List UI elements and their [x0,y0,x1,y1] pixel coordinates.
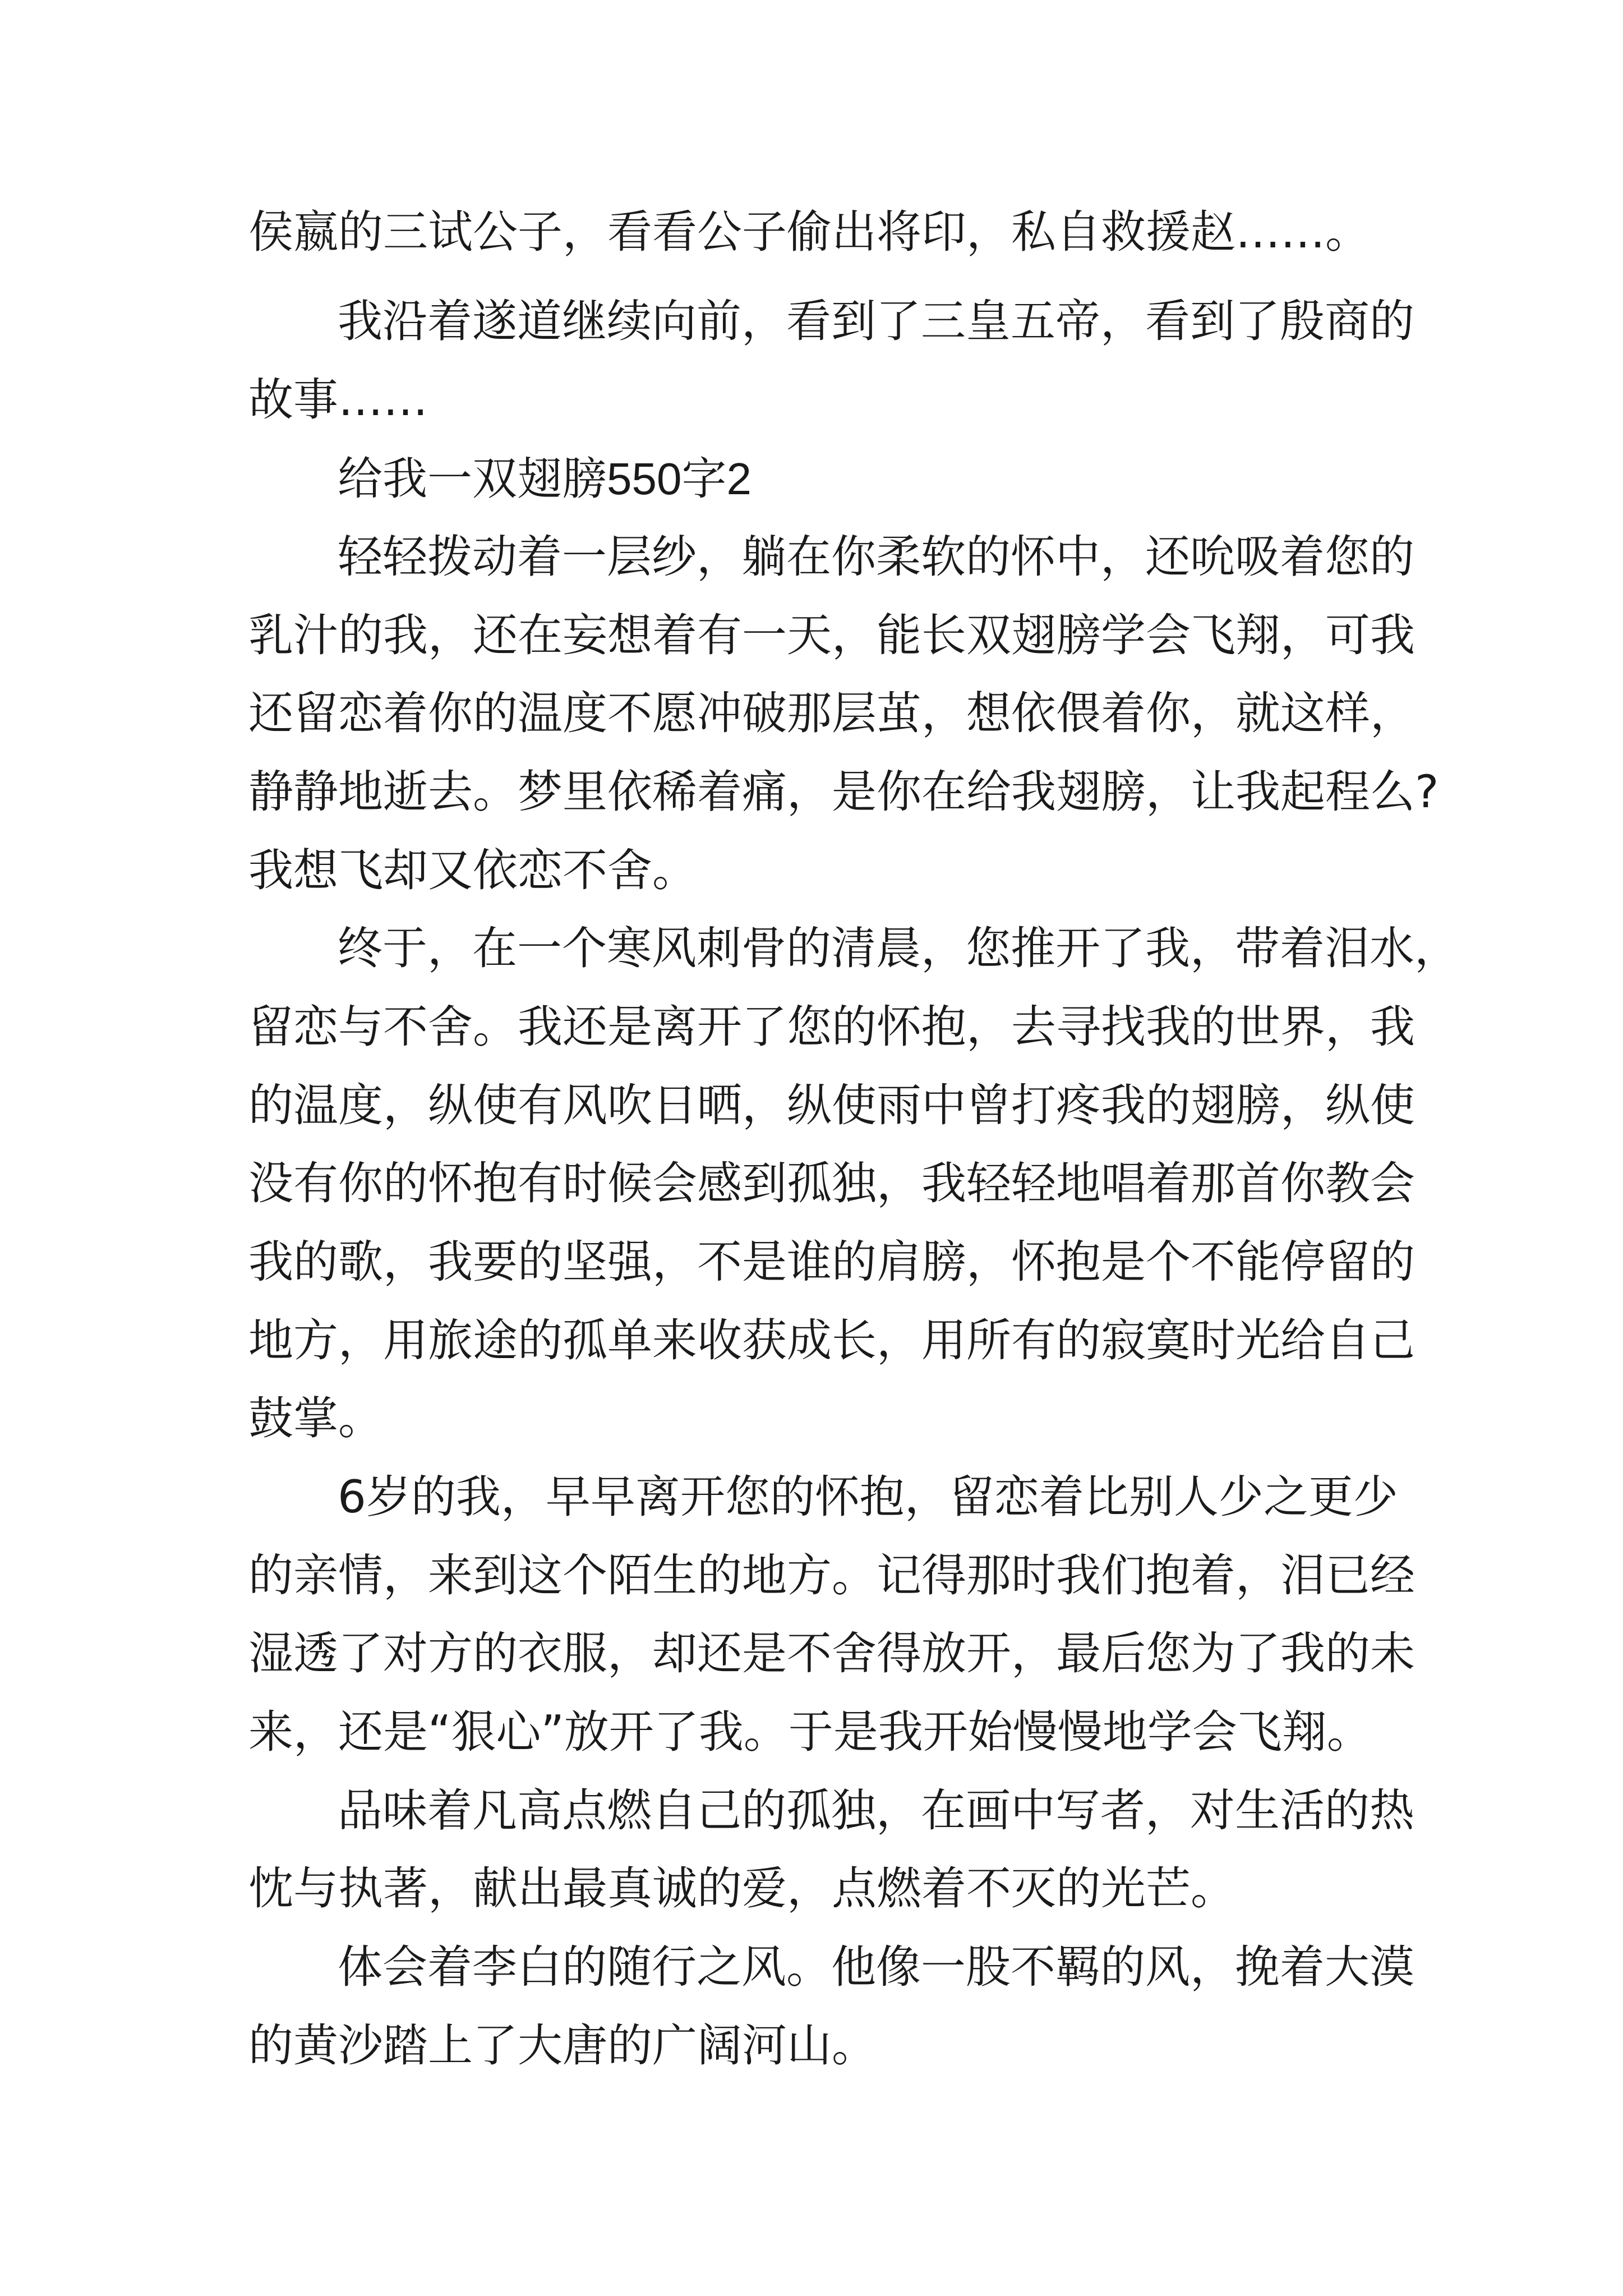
text-line: 留恋与不舍。我还是离开了您的怀抱，去寻找我的世界，我 [248,1001,1415,1053]
text-line: 没有你的怀抱有时候会感到孤独，我轻轻地唱着那首你教会 [248,1157,1415,1209]
text-line: 的温度，纵使有风吹日晒，纵使雨中曾打疼我的翅膀，纵使 [248,1079,1415,1131]
text-line: 还留恋着你的温度不愿冲破那层茧，想依偎着你，就这样， [248,687,1415,739]
text-line: 的亲情，来到这个陌生的地方。记得那时我们抱着，泪已经 [248,1549,1415,1602]
text-line: 忱与执著，献出最真诚的爱，点燃着不灭的光芒。 [248,1862,1235,1915]
text-line: 我想飞却又依恋不舍。 [248,844,697,896]
text-line: 鼓掌。 [248,1392,383,1444]
text-line: 品味着凡高点燃自己的孤独，在画中写者，对生活的热 [338,1784,1414,1837]
text-line: 轻轻拨动着一层纱，躺在你柔软的怀中，还吮吸着您的 [338,531,1414,583]
text-line: 来，还是“狠心”放开了我。于是我开始慢慢地学会飞翔。 [248,1706,1372,1758]
text-line: 的黄沙踏上了大唐的广阔河山。 [248,2019,877,2072]
text-line: 故事…… [248,374,428,426]
text-line: 湿透了对方的衣服，却还是不舍得放开，最后您为了我的未 [248,1627,1415,1680]
text-line: 我沿着遂道继续向前，看到了三皇五帝，看到了殷商的 [338,295,1414,347]
text-line: 终于，在一个寒风刺骨的清晨，您推开了我，带着泪水， [338,922,1459,974]
text-line: 体会着李白的随行之风。他像一股不羁的风，挽着大漠 [338,1941,1414,1993]
text-line: 我的歌，我要的坚强，不是谁的肩膀，怀抱是个不能停留的 [248,1236,1415,1288]
section-heading: 给我一双翅膀550字2 [338,454,751,504]
text-line: 乳汁的我，还在妄想着有一天，能长双翅膀学会飞翔，可我 [248,609,1415,661]
text-line: 静静地逝去。梦里依稀着痛，是你在给我翅膀，让我起程么? [248,766,1439,818]
text-line: 侯嬴的三试公子，看看公子偷出将印，私自救援赵……。 [248,206,1370,258]
text-line: 地方，用旅途的孤单来收获成长，用所有的寂寞时光给自己 [248,1314,1415,1366]
text-line: 6岁的我，早早离开您的怀抱，留恋着比别人少之更少 [338,1471,1398,1523]
